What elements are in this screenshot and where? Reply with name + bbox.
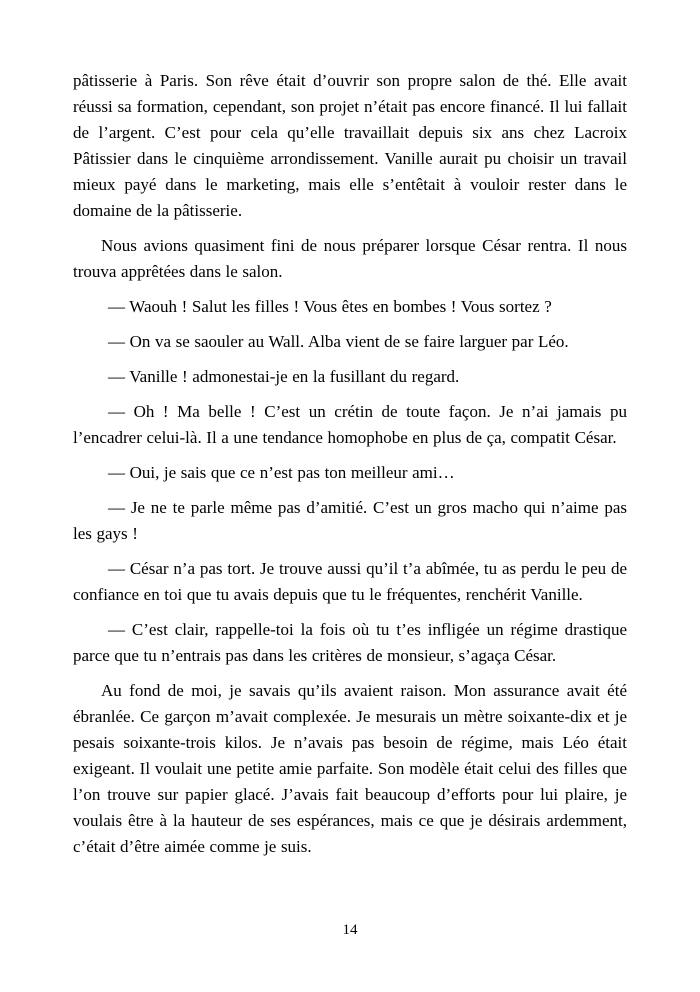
paragraph-dialogue: — C’est clair, rappelle-toi la fois où tu t’es infligée un régime drastique parce que tu n’entrais pas dans les critères de monsieur, s’agaça César. [73,620,627,665]
paragraph-narration: Au fond de moi, je savais qu’ils avaient raison. Mon assurance avait été ébranlée. Ce garçon m’avait complexée. Je mesurais un mètre soixante-dix et je pesais soixante-trois kilos. Je n’avais pas besoin de régime, mais Léo était exigeant. Il voulait une petite amie parfaite. Son modèle était celui des filles que l’on trouve sur papier glacé. J’avais fait beaucoup d’efforts pour lui plaire, je voulais être à la hauteur de ses espérances, mais ce que je désirais ardemment, c’était d’être aimée comme je suis. [73,681,627,856]
page-number: 14 [342,922,358,938]
paragraph-dialogue: — Oui, je sais que ce n’est pas ton meilleur ami… [108,463,455,482]
paragraph-dialogue: — Vanille ! admonestai-je en la fusillant du regard. [108,367,460,386]
paragraph-dialogue: — Oh ! Ma belle ! C’est un crétin de toute façon. Je n’ai jamais pu l’encadrer celui-là. Il a une tendance homophobe en plus de ça, compatit César. [73,402,627,447]
paragraph-dialogue: — Je ne te parle même pas d’amitié. C’est un gros macho qui n’aime pas les gays ! [73,498,627,543]
paragraph-dialogue: — Waouh ! Salut les filles ! Vous êtes en bombes ! Vous sortez ? [108,297,552,316]
paragraph-continuation: pâtisserie à Paris. Son rêve était d’ouvrir son propre salon de thé. Elle avait réussi sa formation, cependant, son projet n’était pas encore financé. Il lui fallait de l’argent. C’est pour cela qu’elle travaillait depuis six ans chez Lacroix Pâtissier dans le cinquième arrondissement. Vanille aurait pu choisir un travail mieux payé dans le marketing, mais elle s’entêtait à vouloir rester dans le domaine de la pâtisserie. [73,71,627,220]
paragraph-narration: Nous avions quasiment fini de nous préparer lorsque César rentra. Il nous trouva apprêtées dans le salon. [73,236,627,281]
paragraph-dialogue: — On va se saouler au Wall. Alba vient de se faire larguer par Léo. [108,332,569,351]
paragraph-dialogue: — César n’a pas tort. Je trouve aussi qu’il t’a abîmée, tu as perdu le peu de confiance en toi que tu avais depuis que tu le fréquentes, renchérit Vanille. [73,559,627,604]
page-text [73,68,627,860]
page-footer [0,921,700,939]
